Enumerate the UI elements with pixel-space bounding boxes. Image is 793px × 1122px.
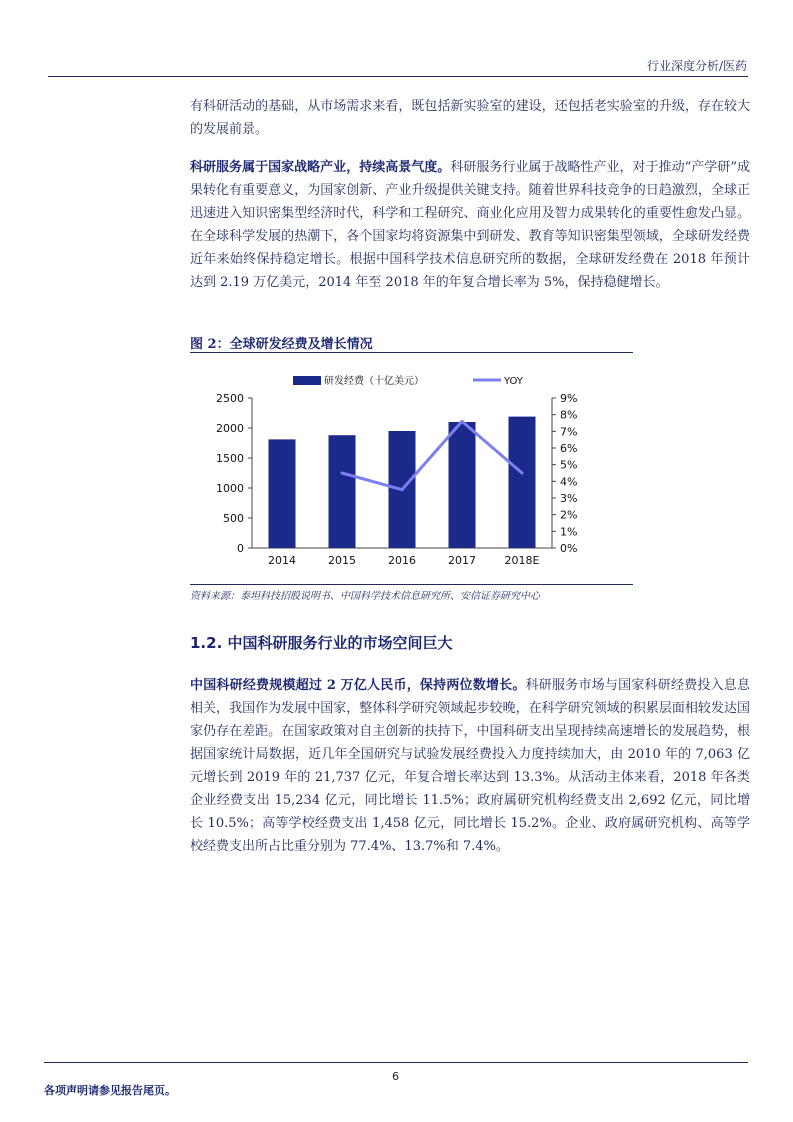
legend-label-bar: 研发经费（十亿美元） (324, 376, 424, 387)
x-tick-label: 2015 (328, 554, 356, 567)
y-right-tick-label: 3% (560, 492, 578, 505)
legend-swatch-bar (293, 376, 321, 385)
y-right-tick-label: 5% (560, 458, 578, 472)
y-right-tick-label: 6% (560, 442, 578, 455)
paragraph-strategic-body: 科研服务行业属于战略性产业，对于推动“产学研”成果转化有重要意义，为国家创新、产业升级提供关键支持。随着世界科技竞争的日趋激烈，全球正迅速进入知识密集型经济时代，科学和工程研究、商业化应用及智力成果转化的重要性愈发凸显。在全球科学发展的热潮下，各个国家均将资源集中到研发、教育等知识密集型领域，全球研发经费近年来始终保持稳定增长。根据中国科学技术信息研究所的数据，全球研发经费在 2018 年预计达到 2.19 万亿美元，2014 年至 2018 年的年复合增长率为 5%，保持稳健增长。 (190, 160, 750, 290)
bar-2018E (509, 417, 536, 548)
figure-title: 图 2：全球研发经费及增长情况 (190, 337, 373, 352)
y-left-tick-label: 2000 (216, 422, 244, 435)
paragraph-china-rd (190, 674, 750, 858)
y-left-tick-label: 500 (223, 512, 244, 525)
figure-source: 资料来源：泰坦科技招股说明书、中国科学技术信息研究所、安信证券研究中心 (190, 591, 540, 602)
paragraph-china-rd-lead: 中国科研经费规模超过 2 万亿人民币，保持两位数增长。 (190, 678, 526, 693)
section-title: 1.2. 中国科研服务行业的市场空间巨大 (190, 634, 453, 652)
y-left-tick-label: 2500 (216, 392, 244, 405)
y-right-tick-label: 2% (560, 508, 578, 522)
header-title: 行业深度分析/医药 (646, 59, 747, 73)
paragraph-intro: 有科研活动的基础，从市场需求来看，既包括新实验室的建设，还包括老实验室的升级，存在较大的发展前景。 (190, 99, 750, 137)
bar-2015 (329, 435, 356, 548)
x-tick-label: 2017 (448, 554, 476, 567)
x-tick-label: 2018E (504, 554, 540, 567)
paragraph-strategic-lead: 科研服务属于国家战略产业，持续高景气度。 (190, 160, 451, 175)
footer-divider (44, 1062, 748, 1063)
page-number: 6 (392, 1070, 399, 1083)
y-right-tick-label: 4% (560, 475, 578, 489)
figure-bottom-rule (190, 584, 633, 585)
bar-2014 (269, 439, 296, 548)
header-divider (48, 76, 748, 77)
y-right-tick-label: 7% (560, 425, 578, 439)
footer-disclaimer: 各项声明请参见报告尾页。 (44, 1084, 176, 1097)
rd-spending-chart (190, 360, 633, 582)
x-tick-label: 2014 (268, 554, 296, 567)
y-right-tick-label: 9% (560, 392, 578, 405)
paragraph-china-rd-body: 科研服务市场与国家科研经费投入息息相关，我国作为发展中国家，整体科学研究领域起步较晚，在科学研究领域的积累层面相较发达国家仍存在差距。在国家政策对自主创新的扶持下，中国科研支出呈现持续高速增长的发展趋势，根据国家统计局数据，近几年全国研究与试验发展经费投入力度持续加大，由 2010 年的 7,063 亿元增长到 2019 年的 21,737 亿元，年复合增长率达到 13.3%。从活动主体来看，2018 年各类企业经费支出 15,234 亿元，同比增长 11.5%；政府属研究机构经费支出 2,692 亿元，同比增长 10.5%；高等学校经费支出 1,458 亿元，同比增长 15.2%。企业、政府属研究机构、高等学校经费支出所占比重分别为 77.4%、13.7%和 7.4%。 (190, 678, 750, 854)
y-right-tick-label: 8% (560, 408, 578, 422)
yoy-polyline (342, 421, 522, 489)
paragraph-strategic (190, 156, 750, 294)
chart-legend (293, 374, 524, 387)
chart-yoy-line (341, 420, 524, 491)
y-left-tick-label: 1000 (216, 482, 244, 495)
y-left-tick-label: 0 (237, 542, 244, 555)
y-right-tick-label: 0% (560, 542, 578, 555)
bar-2017 (449, 422, 476, 548)
y-right-tick-label: 1% (560, 525, 578, 539)
legend-label-line: YOY (504, 376, 523, 387)
y-left-tick-label: 1500 (216, 452, 244, 465)
chart-bars (269, 417, 536, 548)
x-tick-label: 2016 (388, 554, 416, 567)
figure-top-rule (190, 352, 633, 353)
